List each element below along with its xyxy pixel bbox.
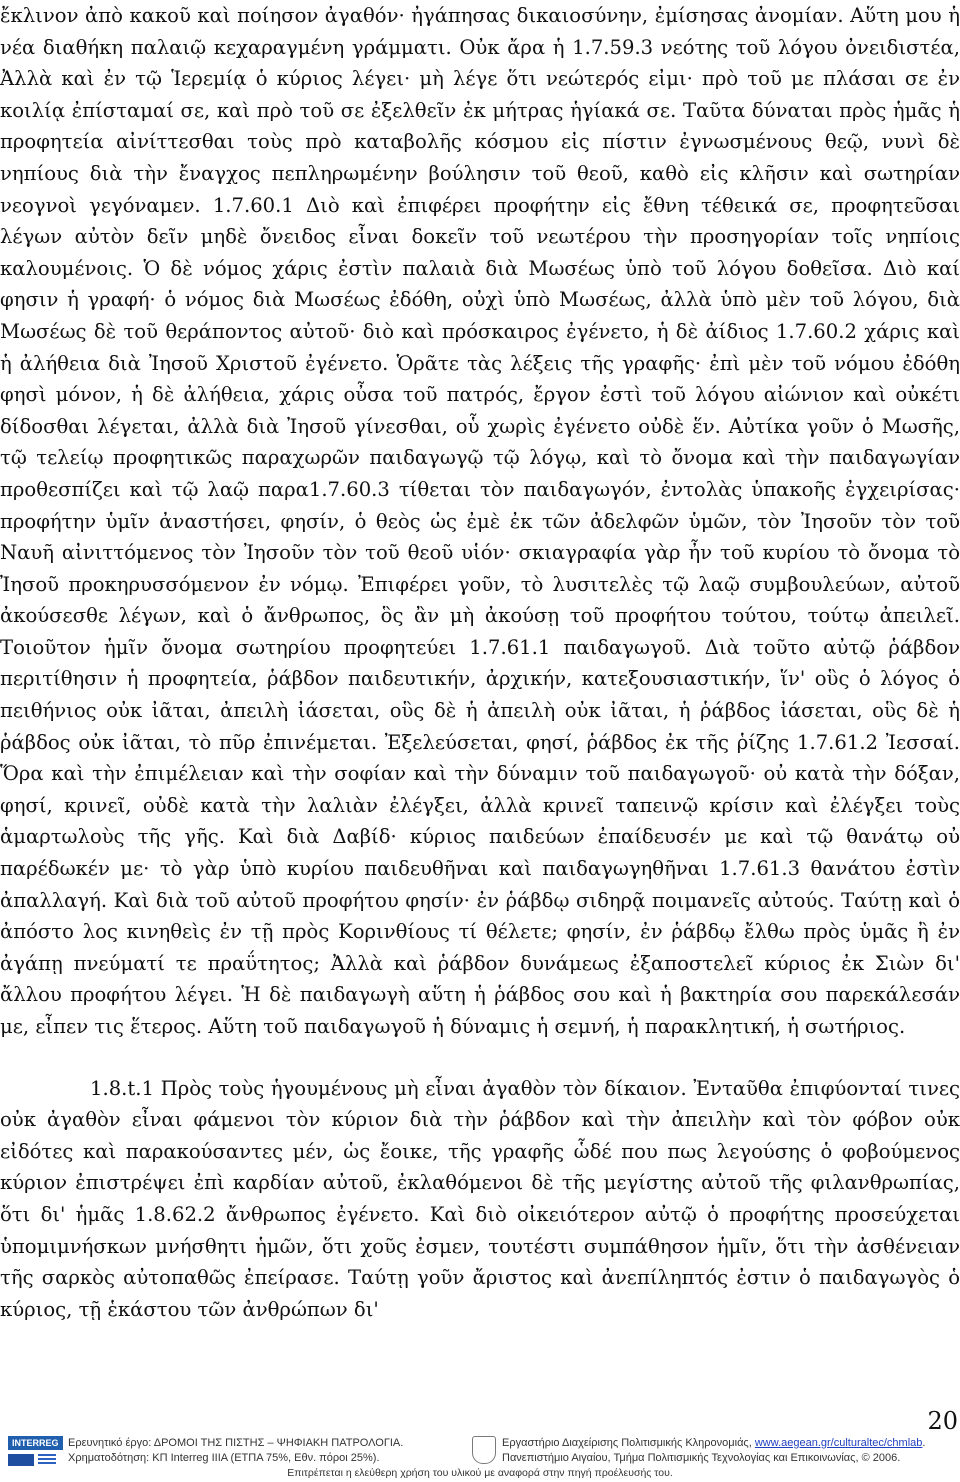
page-number: 20 [927, 1407, 958, 1435]
paragraph-paedagogus-1-7: ἔκλινον ἀπὸ κακοῦ καὶ ποίησον ἀγαθόν· ἠγάπησας δικαιοσύνην, ἐμίσησας ἀνομίαν. Αὕτη μου ἡ νέα διαθήκη παλαιῷ κεχαραγμένη γράμματι. Οὐκ ἄρα ἡ 1.7.59.3 νεότης τοῦ λόγου ὀνειδιστέα, Ἀλλὰ καὶ ἐν τῷ Ἱερεμίᾳ ὁ κύριος λέγει· μὴ λέγε ὅτι νεώτερός εἰμι· πρὸ τοῦ με πλάσαι σε ἐν κοιλίᾳ ἐπίσταμαί σε, καὶ πρὸ τοῦ σε ἐξελθεῖν ἐκ μήτρας ἡγίακά σε. Ταῦτα δύναται πρὸς ἡμᾶς ἡ προφητεία αἰνίττεσθαι τοὺς πρὸ καταβολῆς κόσμου εἰς πίστιν ἐγνωσμένους θεῷ, νυνὶ δὲ νηπίους διὰ τὴν ἔναγχος πεπληρωμένην βούλησιν τοῦ θεοῦ, καθὸ εἰς κλῆσιν καὶ σωτηρίαν νεογνοὶ γεγόναμεν. 1.7.60.1 Διὸ καὶ ἐπιφέρει προφήτην εἰς ἔθνη τέθεικά σε, προφητεῦσαι λέγων αὐτὸν δεῖν μηδὲ ὄνειδος εἶναι δοκεῖν τοῦ νεωτέρου τὴν προσηγορίαν τοῖς νηπίοις καλουμένοις. Ὁ δὲ νόμος χάρις ἐστὶν παλαιὰ διὰ Μωσέως ὑπὸ τοῦ λόγου δοθεῖσα. Διὸ καί φησιν ἡ γραφή· ὁ νόμος διὰ Μωσέως ἐδόθη, οὐχὶ ὑπὸ Μωσέως, ἀλλὰ ὑπὸ μὲν τοῦ λόγου, διὰ Μωσέως δὲ τοῦ θεράποντος αὐτοῦ· διὸ καὶ πρόσκαιρος ἐγένετο, ἡ δὲ ἀίδιος 1.7.60.2 χάρις καὶ ἡ ἀλήθεια διὰ Ἰησοῦ Χριστοῦ ἐγένετο. Ὁρᾶτε τὰς λέξεις τῆς γραφῆς· ἐπὶ μὲν τοῦ νόμου ἐδόθη φησὶ μόνον, ἡ δὲ ἀλήθεια, χάρις οὖσα τοῦ πατρός, ἔργον ἐστὶ τοῦ λόγου αἰώνιον καὶ οὐκέτι δίδοσθαι λέγεται, ἀλλὰ διὰ Ἰησοῦ γίνεσθαι, οὗ χωρὶς ἐγένετο οὐδὲ ἕν. Αὐτίκα γοῦν ὁ Μωσῆς, τῷ τελείῳ προφητικῶς παραχωρῶν παιδαγωγῷ τῷ λόγῳ, καὶ τὸ ὄνομα καὶ τὴν παιδαγωγίαν προθεσπίζει καὶ τῷ λαῷ παρα1.7.60.3 τίθεται τὸν παιδαγωγόν, ἐντολὰς ὑπακοῆς ἐγχειρίσας· προφήτην ὑμῖν ἀναστήσει, φησίν, ὁ θεὸς ὡς ἐμὲ ἐκ τῶν ἀδελφῶν ὑμῶν, τὸν Ἰησοῦν τὸν τοῦ Ναυῆ αἰνιττόμενος τὸν Ἰησοῦν τὸν τοῦ θεοῦ υἱόν· σκιαγραφία γὰρ ἦν τοῦ κυρίου τὸ ὄνομα τὸ Ἰησοῦ προκηρυσσόμενον ἐν νόμῳ. Ἐπιφέρει γοῦν, τὸ λυσιτελὲς τῷ λαῷ συμβουλεύων, αὐτοῦ ἀκούσεσθε λέγων, καὶ ὁ ἄνθρωπος, ὃς ἂν μὴ ἀκούσῃ τοῦ προφήτου τούτου, τούτῳ ἀπειλεῖ. Τοιοῦτον ἡμῖν ὄνομα σωτηρίου προφητεύει 1.7.61.1 παιδαγωγοῦ. Διὰ τοῦτο αὐτῷ ῥάβδον περιτίθησιν ἡ προφητεία, ῥάβδον παιδευτικήν, ἀρχικήν, κατεξουσιαστικήν, ἵν' οὓς ὁ λόγος ὁ πειθήνιος οὐκ ἰᾶται, ἀπειλὴ ἰάσεται, οὓς δὲ ἡ ἀπειλὴ οὐκ ἰᾶται, ἡ ῥάβδος ἰάσεται, οὓς δὲ ἡ ῥάβδος οὐκ ἰᾶται, τὸ πῦρ ἐπινέμεται. Ἐξελεύσεται, φησί, ῥάβδος ἐκ τῆς ῥίζης 1.7.61.2 Ἰεσσαί. Ὅρα καὶ τὴν ἐπιμέλειαν καὶ τὴν σοφίαν καὶ τὴν δύναμιν τοῦ παιδαγωγοῦ· οὐ κατὰ τὴν δόξαν, φησί, κρινεῖ, οὐδὲ κατὰ τὴν λαλιὰν ἐλέγξει, ἀλλὰ κρινεῖ ταπεινῷ κρίσιν καὶ ἐλέγξει τοὺς ἁμαρτωλοὺς τῆς γῆς. Καὶ διὰ Δαβίδ· κύριος παιδεύων ἐπαίδευσέν με καὶ τῷ θανάτῳ οὐ παρέδωκέν με· τὸ γὰρ ὑπὸ κυρίου παιδευθῆναι καὶ παιδαγωγηθῆναι 1.7.61.3 θανάτου ἐστὶν ἀπαλλαγή. Καὶ διὰ τοῦ αὐτοῦ προφήτου φησίν· ἐν ῥάβδῳ σιδηρᾷ ποιμανεῖς αὐτούς. Ταύτῃ καὶ ὁ ἀπόστο λος κινηθεὶς ἐν τῇ πρὸς Κορινθίους τί θέλετε; φησίν, ἐν ῥάβδῳ ἔλθω πρὸς ὑμᾶς ἢ ἐν ἀγάπῃ πνεύματί τε πραΰτητος; Ἀλλὰ καὶ ῥάβδον δυνάμεως ἐξαποστελεῖ κύριος ἐκ Σιὼν δι' ἄλλου προφήτου λέγει. Ἡ δὲ παιδαγωγὴ αὕτη ἡ ῥάβδος σου καὶ ἡ βακτηρία σου παρεκάλεσάν με, εἶπεν τις ἕτερος. Αὕτη τοῦ παιδαγωγοῦ ἡ δύναμις ἡ σεμνή, ἡ παρακλητική, ἡ σωτήριος. [0, 4, 960, 1038]
lab-website-link[interactable]: www.aegean.gr/culturaltec/chmlab [754, 1437, 923, 1449]
footer-project-info [68, 1436, 403, 1466]
greek-flag-icon [38, 1454, 56, 1466]
eu-flag-icon [8, 1454, 34, 1466]
footer-university-line: Πανεπιστήμιο Αιγαίου, Τμήμα Πολιτισμικής Τεχνολογίας και Επικοινωνίας, © 2006. [502, 1452, 901, 1464]
paragraph-paedagogus-1-8: 1.8.t.1 Πρὸς τοὺς ἡγουμένους μὴ εἶναι ἀγαθὸν τὸν δίκαιον. Ἐνταῦθα ἐπιφύονταί τινες οὐκ ἀγαθὸν εἶναι φάμενοι τὸν κύριον διὰ τὴν ῥάβδον καὶ τὴν ἀπειλὴν καὶ τὸν φόβον οὐκ εἰδότες καὶ παρακούσαντες μέν, ὡς ἔοικε, τῆς γραφῆς ὧδέ που πως λεγούσης ὁ φοβούμενος κύριον ἐπιστρέψει ἐπὶ καρδίαν αὐτοῦ, ἐκλαθόμενοι δὲ τῆς μεγίστης αὐτοῦ τῆς φιλανθρωπίας, ὅτι δι' ἡμᾶς 1.8.62.2 ἄνθρωπος ἐγένετο. Καὶ διὸ οἰκειότερον αὐτῷ ὁ προφήτης προσεύχεται ὑπομιμνήσκων μνήσθητι ἡμῶν, ὅτι χοῦς ἐσμεν, τουτέστι συμπάθησον ἡμῖν, ὅτι τὴν ἀσθένειαν τῆς σαρκὸς αὐτοπαθῶς ἐπείρασε. Ταύτῃ γοῦν ἄριστος καὶ ἀνεπίληπτός ἐστιν ὁ παιδαγωγὸς ὁ κύριος, τῇ ἑκάστου τῶν ἀνθρώπων δι' [0, 1076, 960, 1321]
footer-lab-line: Εργαστήριο Διαχείρισης Πολιτισμικής Κληρονομιάς, www.aegean.gr/culturaltec/chmlab. [502, 1437, 926, 1449]
footer-lab-name: Εργαστήριο Διαχείρισης Πολιτισμικής Κληρονομιάς, [502, 1437, 752, 1449]
funding-logos [4, 1432, 60, 1466]
footer-project-line: Ερευνητικό έργο: ΔΡΟΜΟΙ ΤΗΣ ΠΙΣΤΗΣ – ΨΗΦΙΑΚΗ ΠΑΤΡΟΛΟΓΙΑ. [68, 1437, 404, 1449]
footer-funding-line: Χρηματοδότηση: ΚΠ Interreg IIIA (ΕΤΠΑ 75%, Εθν. πόροι 25%). [68, 1452, 380, 1464]
university-emblem-icon [472, 1436, 496, 1464]
page-footer [0, 1432, 960, 1482]
footer-lab-info [502, 1436, 925, 1466]
footer-usage-note: Επιτρέπεται η ελεύθερη χρήση του υλικού με αναφορά στην πηγή προέλευσής του. [287, 1467, 673, 1479]
interreg-logo: INTERREG [8, 1436, 63, 1450]
